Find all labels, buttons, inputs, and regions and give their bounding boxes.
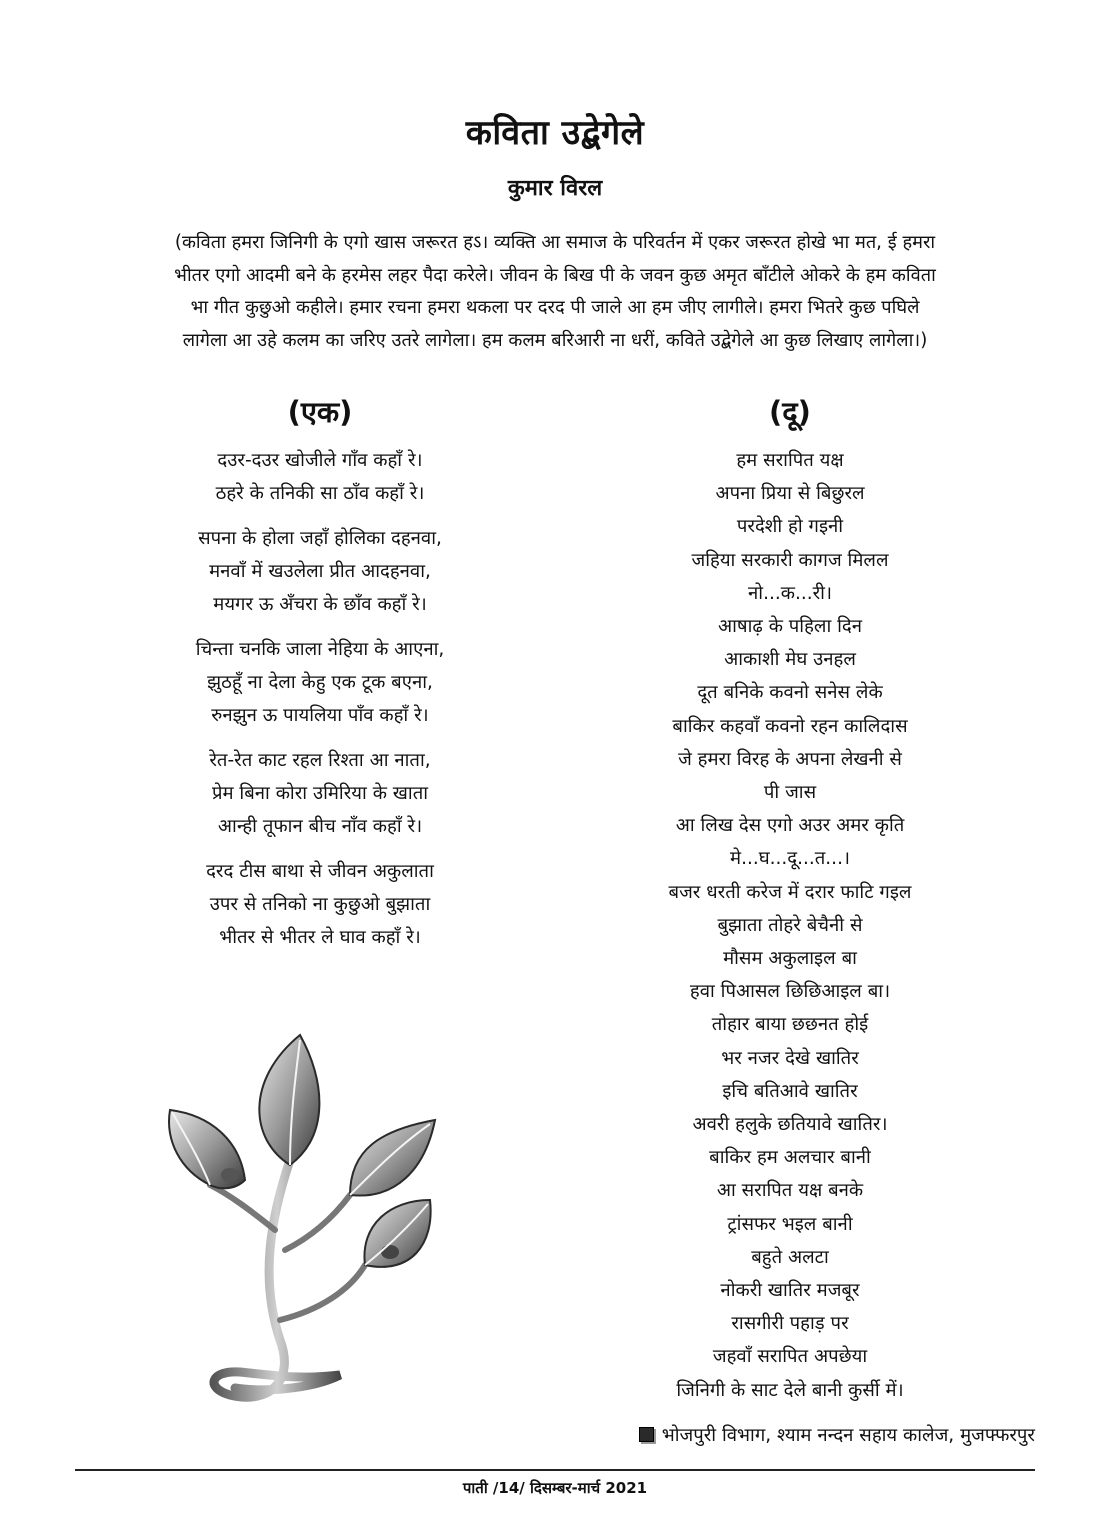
- poem-line: झुठहूँ ना देला केहु एक टूक बएना,: [207, 672, 433, 693]
- intro-line: भा गीत कुछुओ कहीले। हमार रचना हमरा थकला पर दरद पी जाले आ हम जीए लागीले। हमरा भितरे कुछ पघिले: [190, 297, 920, 318]
- leaf-sprout-icon: [150, 1020, 440, 1420]
- page-footer: पाती /14/ दिसम्बर-मार्च 2021: [462, 1479, 648, 1497]
- poem-line: दउर-दउर खोजीले गाँव कहाँ रे।: [217, 450, 423, 471]
- poem-line: इचि बतिआवे खातिर: [722, 1080, 858, 1102]
- poem-line: चिन्ता चनकि जाला नेहिया के आएना,: [195, 639, 445, 660]
- poem-line: बजर धरती करेज में दरार फाटि गइल: [668, 881, 912, 903]
- poem-line: दूत बनिके कवनो सनेस लेके: [697, 682, 883, 704]
- poem-line: उपर से तनिको ना कुछुओ बुझाता: [209, 894, 431, 915]
- poem-line: अवरी हलुके छतियावे खातिर।: [692, 1114, 888, 1136]
- poem-line: अपना प्रिया से बिछुरल: [715, 483, 865, 505]
- poem-line: मनवाँ में खउलेला प्रीत आदहनवा,: [209, 561, 431, 582]
- poem-line: ठहरे के तनिकी सा ठाँव कहाँ रे।: [215, 483, 425, 504]
- poem-one-heading: (एक): [287, 395, 353, 429]
- poem-line: हवा पिआसल छिछिआइल बा।: [689, 981, 891, 1003]
- poem-line: आ लिख देस एगो अउर अमर कृति: [675, 815, 905, 837]
- poem-line: बहुते अलटा: [751, 1246, 829, 1268]
- poem-line: तोहार बाया छछनत होई: [711, 1014, 869, 1036]
- poem-line: बुझाता तोहरे बेचैनी से: [717, 914, 863, 936]
- intro-line: भीतर एगो आदमी बने के हरमेस लहर पैदा करेले। जीवन के बिख पी के जवन कुछ अमृत बाँटीले ओकरे के हम कविता: [174, 264, 936, 286]
- author-name: कुमार विरल: [507, 176, 603, 201]
- poem-line: पी जास: [763, 782, 817, 804]
- poem-line: सपना के होला जहाँ होलिका दहनवा,: [198, 528, 442, 549]
- poem-line: दरद टीस बाथा से जीवन अकुलाता: [206, 861, 434, 882]
- stanza: [100, 744, 540, 843]
- poem-line: नोकरी खातिर मजबूर: [720, 1280, 860, 1302]
- affiliation-text: भोजपुरी विभाग, श्याम नन्दन सहाय कालेज, मुजफ्फरपुर: [661, 1425, 1035, 1446]
- page-title: कविता उद्बेगेले: [465, 113, 645, 153]
- poem-line: भीतर से भीतर ले घाव कहाँ रे।: [219, 927, 421, 948]
- poem-line: आ सरापित यक्ष बनके: [716, 1180, 864, 1202]
- intro-line: लागेला आ उहे कलम का जरिए उतरे लागेला। हम कलम बरिआरी ना धरीं, कविते उद्बेगेले आ कुछ लिखाए लागेला।): [182, 329, 928, 351]
- poem-line: मे...घ...दू...त...।: [730, 848, 850, 870]
- poem-two: [580, 392, 1000, 1407]
- intro-paragraph: [70, 227, 1040, 357]
- stanza: [100, 522, 540, 621]
- author-affiliation: [639, 1422, 1035, 1447]
- poem-line: आकाशी मेघ उनहल: [724, 649, 856, 671]
- poem-two-lines: [580, 444, 1000, 1407]
- poem-line: भर नजर देखे खातिर: [721, 1047, 859, 1069]
- intro-line: (कविता हमरा जिनिगी के एगो खास जरूरत हऽ। व्यक्ति आ समाज के परिवर्तन में एकर जरूरत होखे भा मत, ई हमरा: [174, 232, 936, 253]
- poem-line: प्रेम बिना कोरा उमिरिया के खाता: [211, 783, 429, 804]
- poem-line: आषाढ़ के पहिला दिन: [718, 616, 862, 638]
- poem-line: जहवाँ सरापित अपछेया: [712, 1346, 868, 1368]
- poem-line: आन्ही तूफान बीच नाँव कहाँ रे।: [217, 816, 423, 837]
- poem-line: मयगर ऊ अँचरा के छाँव कहाँ रे।: [213, 594, 427, 615]
- stanza: [100, 444, 540, 510]
- poem-line: ट्रांसफर भइल बानी: [727, 1213, 853, 1235]
- poem-line: जहिया सरकारी कागज मिलल: [691, 549, 889, 571]
- poem-line: हम सरापित यक्ष: [736, 450, 844, 471]
- poem-line: मौसम अकुलाइल बा: [723, 948, 857, 970]
- footer-divider: [75, 1469, 1035, 1471]
- poem-line: रासगीरी पहाड़ पर: [731, 1313, 849, 1335]
- poem-two-heading: (दू): [769, 395, 811, 429]
- stanza: [100, 855, 540, 954]
- stanza: [100, 633, 540, 732]
- poem-line: रेत-रेत काट रहल रिश्ता आ नाता,: [209, 750, 431, 771]
- poem-one: [100, 392, 540, 966]
- poem-line: रुनझुन ऊ पायलिया पाँव कहाँ रे।: [211, 705, 429, 726]
- poem-line: बाकिर कहवाँ कवनो रहन कालिदास: [672, 715, 908, 737]
- poem-line: जिनिगी के साट देले बानी कुर्सी में।: [676, 1379, 904, 1401]
- poem-line: जे हमरा विरह के अपना लेखनी से: [678, 748, 902, 770]
- poem-line: बाकिर हम अलचार बानी: [709, 1147, 871, 1169]
- poem-line: परदेशी हो गइनी: [736, 516, 844, 538]
- poem-line: नो...क...री।: [748, 582, 832, 604]
- square-bullet-icon: [639, 1427, 654, 1442]
